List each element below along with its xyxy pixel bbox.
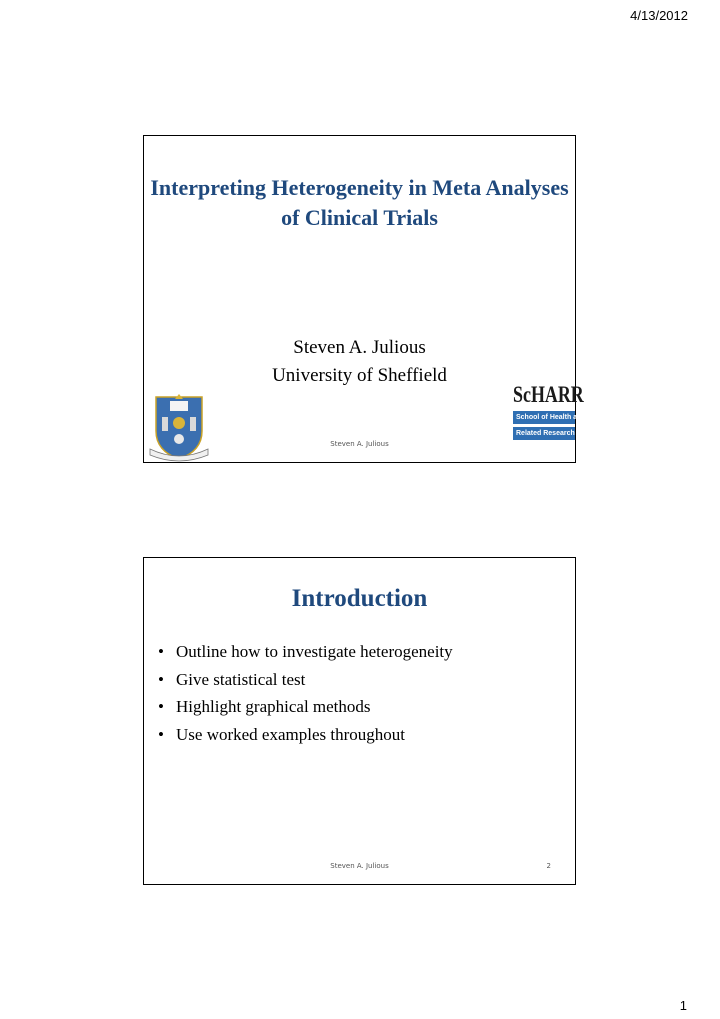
scharr-logo-line1: School of Health and	[513, 411, 575, 424]
scharr-logo-line2: Related Research	[513, 427, 575, 440]
slide-introduction-heading: Introduction	[291, 585, 428, 612]
bullet-icon: •	[158, 669, 164, 689]
scharr-logo-name: ScHARR	[513, 382, 584, 407]
slide-footer: Steven A. Julious	[330, 862, 389, 870]
bullet-item	[156, 638, 453, 666]
bullet-item	[156, 693, 453, 721]
bullet-item	[156, 721, 453, 749]
page-date: 4/13/2012	[630, 8, 688, 23]
bullet-icon: •	[158, 642, 164, 661]
page-number: 1	[679, 998, 687, 1013]
slide-introduction	[143, 557, 576, 885]
slide-footer: Steven A. Julious	[330, 440, 389, 448]
bullet-text: Outline how to investigate heterogeneity	[176, 642, 453, 661]
bullet-item	[156, 666, 453, 694]
bullet-list	[156, 638, 453, 748]
author-affiliation: University of Sheffield	[272, 365, 447, 386]
university-crest-logo	[148, 391, 210, 463]
bullet-text: Use worked examples throughout	[176, 724, 405, 744]
bullet-icon: •	[158, 724, 164, 744]
slide-title	[143, 135, 586, 463]
bullet-text: Give statistical test	[176, 669, 306, 689]
bullet-icon: •	[158, 697, 164, 716]
author-name: Steven A. Julious	[293, 337, 426, 358]
slide-title-heading: Interpreting Heterogeneity in Meta Analyses of Clinical Trials	[150, 175, 569, 230]
slide-number: 2	[546, 862, 551, 870]
bullet-text: Highlight graphical methods	[176, 697, 371, 716]
author-block	[144, 334, 575, 390]
